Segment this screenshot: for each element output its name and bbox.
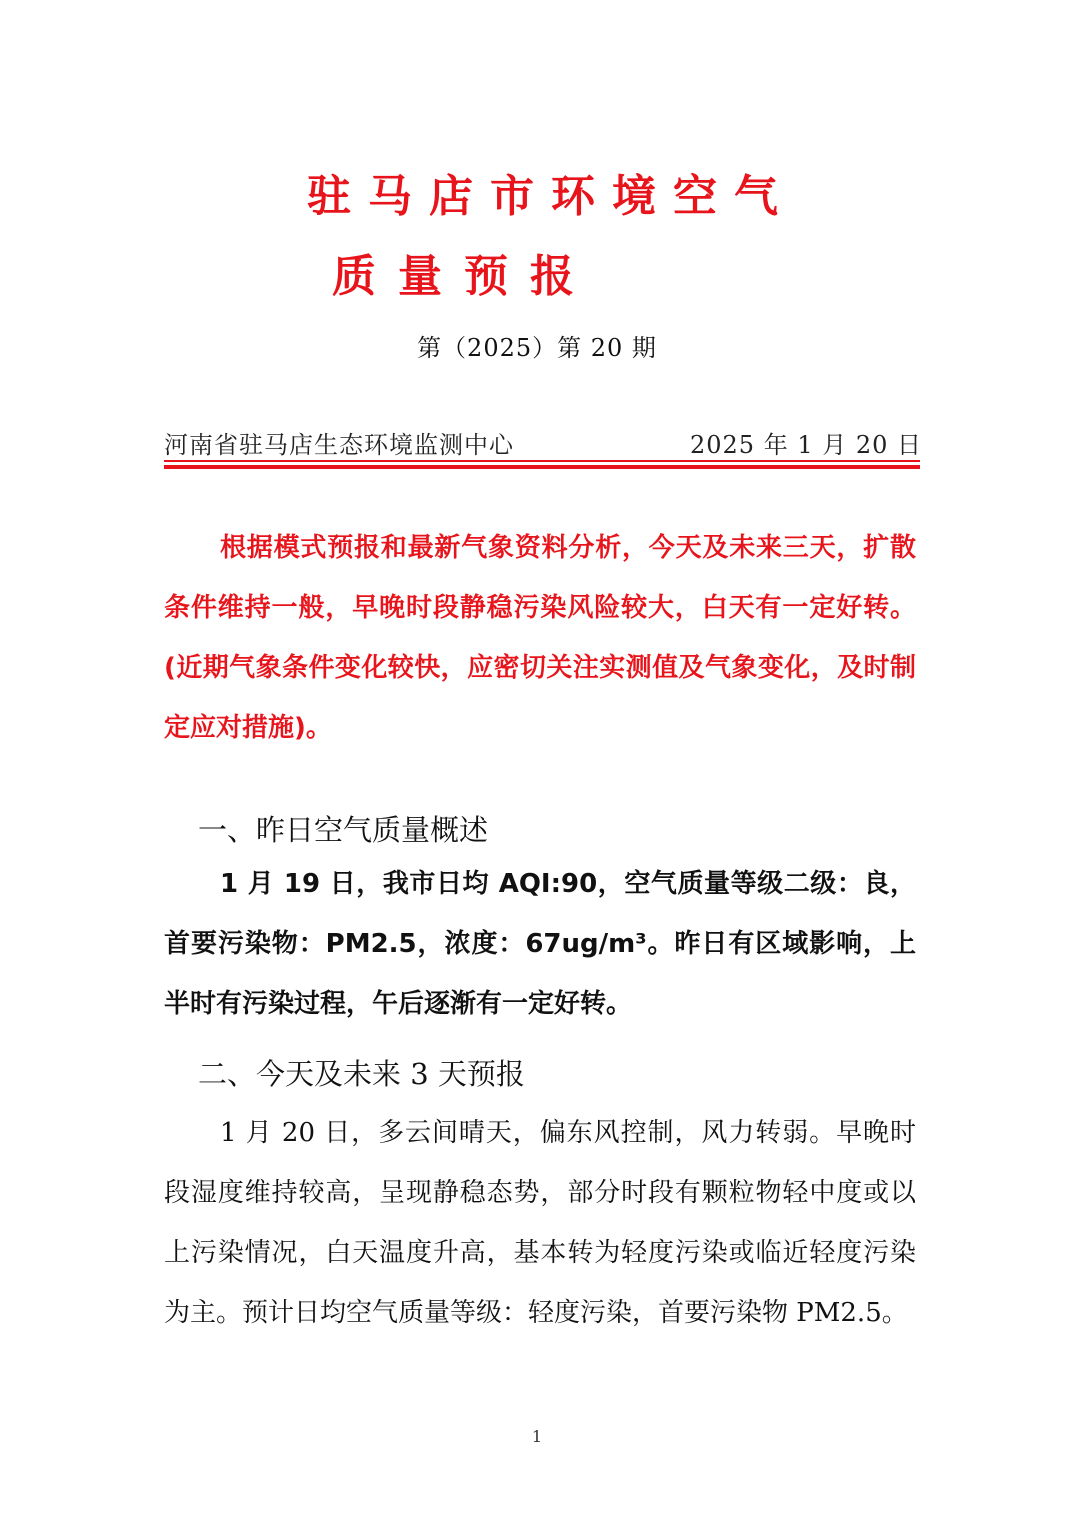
document-title-line2: 质量预报 [332, 251, 596, 302]
section-body-forecast: 1 月 20 日，多云间晴天，偏东风控制，风力转弱。早晚时段湿度维持较高，呈现静稳态势，部分时段有颗粒物轻中度或以上污染情况，白天温度升高，基本转为轻度污染或临近轻度污染为主。预计日均空气质量等级：轻度污染，首要污染物 PM2.5。 [164, 1118, 916, 1328]
header-divider-thin [164, 460, 920, 462]
header-divider-thick [164, 465, 920, 469]
section-heading-forecast: 二、今天及未来 3 天预报 [198, 1057, 525, 1091]
section-heading-yesterday: 一、昨日空气质量概述 [198, 813, 489, 847]
issue-date: 2025 年 1 月 20 日 [690, 431, 923, 459]
section-body-yesterday: 1 月 19 日，我市日均 AQI:90，空气质量等级二级：良，首要污染物：PM2.5，浓度：67ug/m³。昨日有区域影响，上半时有污染过程，午后逐渐有一定好转。 [164, 869, 916, 1019]
issue-number: 第（2025）第 20 期 [417, 334, 657, 362]
issuing-organization: 河南省驻马店生态环境监测中心 [164, 431, 514, 459]
forecast-summary: 根据模式预报和最新气象资料分析，今天及未来三天，扩散条件维持一般，早晚时段静稳污染风险较大，白天有一定好转。(近期气象条件变化较快，应密切关注实测值及气象变化，及时制定应对措施)。 [164, 533, 916, 743]
document-title-line1: 驻马店市环境空气 [307, 171, 795, 222]
page-number: 1 [531, 1427, 543, 1446]
